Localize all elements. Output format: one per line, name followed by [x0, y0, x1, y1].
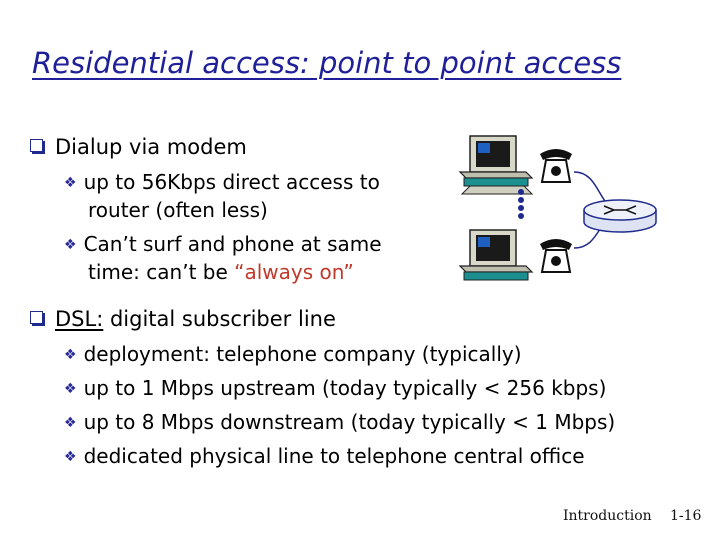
footer-section: Introduction [563, 508, 652, 524]
desktop-computer-icon [460, 230, 532, 280]
bullet-dialup [30, 135, 247, 159]
slide-title: Residential access: point to point access [32, 46, 622, 80]
sub-bullet-dsl-upstream-text: up to 1 Mbps upstream (today typically < 256 kbps) [83, 376, 607, 400]
sub-bullet-dsl-upstream [64, 376, 606, 400]
bullet-dialup-label: Dialup via modem [55, 135, 247, 159]
diamond-bullet-icon: ❖ [64, 415, 77, 431]
always-on-quote: “always on” [234, 260, 354, 284]
telephone-icon [540, 149, 572, 182]
sub-bullet-dialup-speed [64, 170, 380, 194]
diamond-bullet-icon: ❖ [64, 237, 77, 253]
diamond-bullet-icon: ❖ [64, 381, 77, 397]
sub-bullet-dsl-deployment-text: deployment: telephone company (typically) [83, 342, 522, 366]
bullet-dsl [30, 307, 336, 331]
checkbox-bullet-icon [30, 311, 43, 324]
sub-bullet-dialup-phone-text: Can’t surf and phone at same [83, 232, 382, 256]
checkbox-bullet-icon [30, 139, 43, 152]
diamond-bullet-icon: ❖ [64, 449, 77, 465]
footer-page-number: 1-16 [670, 508, 702, 524]
dialup-network-diagram [440, 128, 712, 288]
sub-bullet-dsl-deployment [64, 342, 522, 366]
sub-bullet-dsl-dedicated [64, 444, 585, 468]
diamond-bullet-icon: ❖ [64, 347, 77, 363]
sub-bullet-dialup-speed-text: up to 56Kbps direct access to [83, 170, 380, 194]
desktop-computer-icon [460, 136, 532, 194]
sub-bullet-dialup-speed-continuation: router (often less) [88, 198, 268, 222]
modem-dots-icon [518, 189, 524, 219]
sub-bullet-dialup-phone-continuation [88, 260, 354, 284]
telephone-icon [540, 239, 572, 272]
bullet-dsl-label: digital subscriber line [103, 307, 336, 331]
sub-bullet-dialup-phone [64, 232, 382, 256]
dsl-link[interactable]: DSL: [55, 307, 104, 331]
sub-bullet-dsl-downstream [64, 410, 615, 434]
sub-bullet-dsl-dedicated-text: dedicated physical line to telephone central office [83, 444, 585, 468]
router-icon [584, 200, 656, 232]
always-on-prefix: time: can’t be [88, 260, 235, 284]
diamond-bullet-icon: ❖ [64, 175, 77, 191]
sub-bullet-dsl-downstream-text: up to 8 Mbps downstream (today typically < 1 Mbps) [83, 410, 616, 434]
